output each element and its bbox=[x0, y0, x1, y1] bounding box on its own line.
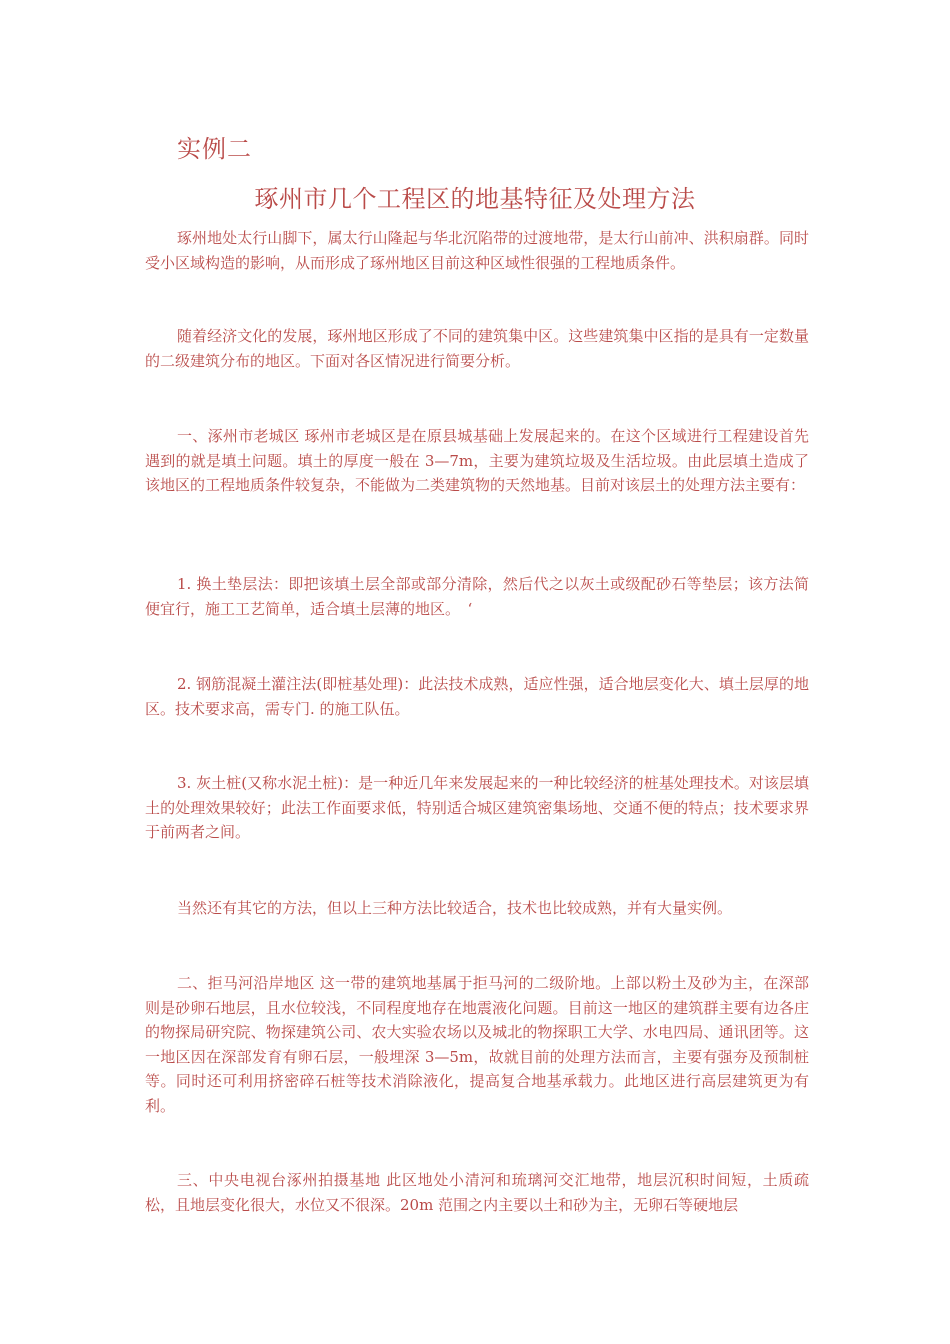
paragraph-method-3: 3. 灰土桩(又称水泥土桩)：是一种近几年来发展起来的一种比较经济的桩基处理技术。对该层填土的处理效果较好；此法工作面要求低，特别适合城区建筑密集场地、交通不便的特点；技术要求界于前两者之间。 bbox=[145, 774, 809, 841]
paragraph-summary: 当然还有其它的方法，但以上三种方法比较适合，技术也比较成熟，并有大量实例。 bbox=[177, 899, 733, 917]
paragraph-section-2: 二、拒马河沿岸地区 这一带的建筑地基属于拒马河的二级阶地。上部以粉土及砂为主，在深部则是砂卵石地层，且水位较浅，不同程度地存在地震液化问题。目前这一地区的建筑群主要有边各庄的物探局研究院、物探建筑公司、农大实验农场以及城北的物探职工大学、水电四局、通讯团等。这一地区因在深部发育有卵石层，一般埋深 3—5m，故就目前的处理方法而言，主要有强夯及预制桩等。同时还可利用挤密碎石桩等技术消除液化，提高复合地基承载力。此地区进行高层建筑更为有利。 bbox=[145, 974, 809, 1115]
paragraph-overview: 随着经济文化的发展，琢州地区形成了不同的建筑集中区。这些建筑集中区指的是具有一定数量的二级建筑分布的地区。下面对各区情况进行简要分析。 bbox=[145, 327, 809, 370]
document-title: 琢州市几个工程区的地基特征及处理方法 bbox=[254, 185, 696, 213]
paragraph-method-2: 2. 钢筋混凝土灌注法(即桩基处理)：此法技术成熟，适应性强，适合地层变化大、填土层厚的地区。技术要求高，需专门. 的施工队伍。 bbox=[145, 675, 809, 718]
paragraph-intro: 琢州地处太行山脚下，属太行山隆起与华北沉陷带的过渡地带，是太行山前冲、洪积扇群。同时受小区域构造的影响，从而形成了琢州地区目前这种区域性很强的工程地质条件。 bbox=[145, 229, 809, 272]
example-heading: 实例二 bbox=[177, 135, 252, 163]
paragraph-method-1: 1. 换土垫层法：即把该填土层全部或部分清除，然后代之以灰土或级配砂石等垫层；该方法简便宜行，施工工艺简单，适合填土层薄的地区。 ‘ bbox=[145, 575, 809, 618]
paragraph-section-1: 一、涿州市老城区 琢州市老城区是在原县城基础上发展起来的。在这个区域进行工程建设首先遇到的就是填土问题。填土的厚度一般在 3—7m，主要为建筑垃圾及生活垃圾。由此层填土造成了该地区的工程地质条件较复杂，不能做为二类建筑物的天然地基。目前对该层土的处理方法主要有： bbox=[145, 427, 809, 494]
paragraph-section-3: 三、中央电视台涿州拍摄基地 此区地处小清河和琉璃河交汇地带，地层沉积时间短，土质疏松，且地层变化很大，水位又不很深。20m 范围之内主要以土和砂为主，无卵石等硬地层 bbox=[145, 1171, 809, 1214]
